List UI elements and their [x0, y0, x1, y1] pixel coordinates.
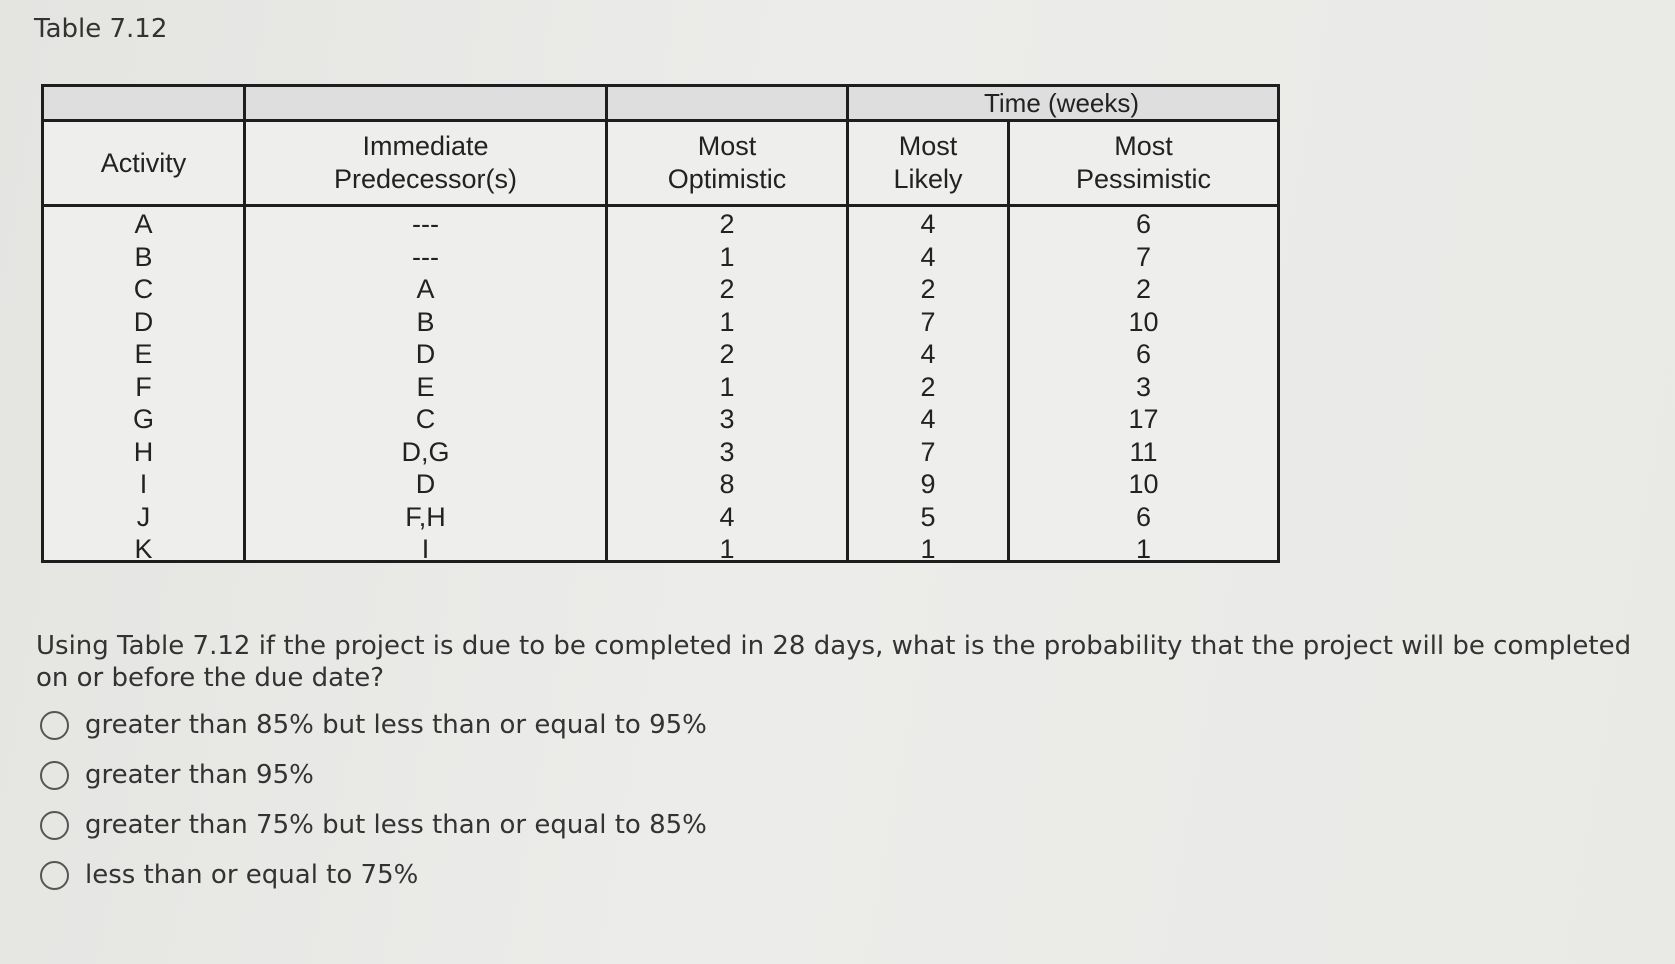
table-cell: 10: [1128, 469, 1159, 499]
header-activity: Activity: [100, 147, 187, 178]
answer-options: [40, 700, 707, 900]
table-cell: 3: [719, 436, 735, 467]
header-divider-bottom: [44, 204, 1277, 207]
radio-circle-icon[interactable]: [40, 761, 69, 790]
table-cell: G: [132, 404, 154, 434]
table-cell: A: [134, 209, 153, 239]
table-cell: 8: [719, 469, 735, 499]
table-cell: E: [416, 371, 435, 402]
column-activity: [44, 208, 243, 564]
table-cell: D: [415, 469, 436, 499]
table-cell: B: [416, 306, 435, 337]
table-cell: 2: [719, 209, 735, 239]
column-pessimistic: [1010, 208, 1277, 564]
table-cell: 17: [1128, 404, 1159, 434]
table-cell: ---: [412, 241, 439, 272]
table-cell: J: [136, 501, 151, 532]
table-cell: 6: [1135, 209, 1152, 239]
time-weeks-group-header: Time (weeks): [983, 88, 1140, 118]
data-table: [41, 84, 1280, 563]
table-cell: 10: [1128, 306, 1159, 337]
table-cell: 11: [1129, 436, 1158, 467]
option-75-85[interactable]: [40, 800, 707, 850]
option-label: less than or equal to 75%: [85, 860, 419, 890]
table-cell: H: [133, 436, 154, 467]
table-cell: C: [415, 404, 436, 434]
table-cell: 4: [719, 501, 735, 532]
table-cell: I: [421, 534, 430, 564]
header-predecessors: Immediate Predecessor(s): [333, 131, 518, 194]
question-text: Using Table 7.12 if the project is due to be completed in 28 days, what is the probability that the project will be completed on or before the due date?: [36, 631, 1632, 693]
table-cell: A: [416, 274, 435, 304]
option-gt-95[interactable]: [40, 750, 707, 800]
column-likely: [849, 208, 1007, 564]
radio-circle-icon[interactable]: [40, 711, 69, 740]
table-cell: D: [415, 339, 436, 369]
table-cell: 6: [1135, 501, 1152, 532]
header-optimistic: Most Optimistic: [667, 131, 787, 194]
table-cell: 1: [719, 241, 735, 272]
table-cell: D,G: [401, 436, 450, 467]
table-cell: 9: [920, 469, 936, 499]
table-cell: 4: [920, 339, 936, 369]
table-cell: 2: [719, 339, 735, 369]
table-cell: 7: [920, 306, 936, 337]
table-cell: 2: [920, 274, 936, 304]
table-cell: 3: [719, 404, 735, 434]
radio-circle-icon[interactable]: [40, 811, 69, 840]
table-cell: 6: [1135, 339, 1152, 369]
table-cell: D: [133, 306, 154, 337]
table-cell: 4: [920, 241, 936, 272]
table-cell: B: [134, 241, 153, 272]
table-cell: E: [134, 339, 153, 369]
table-cell: 1: [920, 534, 936, 564]
header-likely: Most Likely: [893, 131, 963, 194]
header-pessimistic: Most Pessimistic: [1075, 131, 1211, 194]
radio-circle-icon[interactable]: [40, 861, 69, 890]
table-cell: I: [139, 469, 148, 499]
option-label: greater than 85% but less than or equal to 95%: [85, 710, 707, 740]
column-predecessors: [246, 208, 605, 564]
option-label: greater than 75% but less than or equal to 85%: [85, 810, 707, 840]
table-title: Table 7.12: [34, 14, 168, 44]
table-cell: F: [135, 371, 152, 402]
table-cell: ---: [412, 209, 439, 239]
option-label: greater than 95%: [85, 760, 314, 790]
table-cell: C: [133, 274, 154, 304]
table-cell: 1: [719, 306, 735, 337]
column-optimistic: [608, 208, 846, 564]
table-cell: K: [134, 534, 153, 564]
option-85-95[interactable]: [40, 700, 707, 750]
table-cell: 5: [920, 501, 936, 532]
table-cell: 7: [1135, 241, 1152, 272]
table-cell: 4: [920, 404, 936, 434]
table-cell: 1: [1135, 534, 1152, 564]
table-cell: 2: [1135, 274, 1152, 304]
table-cell: 7: [920, 436, 936, 467]
table-cell: 2: [719, 274, 735, 304]
table-cell: 1: [719, 534, 735, 564]
table-cell: 1: [719, 371, 735, 402]
option-le-75[interactable]: [40, 850, 707, 900]
table-cell: 2: [920, 371, 936, 402]
table-cell: F,H: [405, 501, 446, 532]
table-cell: 4: [920, 209, 936, 239]
table-cell: 3: [1135, 371, 1152, 402]
